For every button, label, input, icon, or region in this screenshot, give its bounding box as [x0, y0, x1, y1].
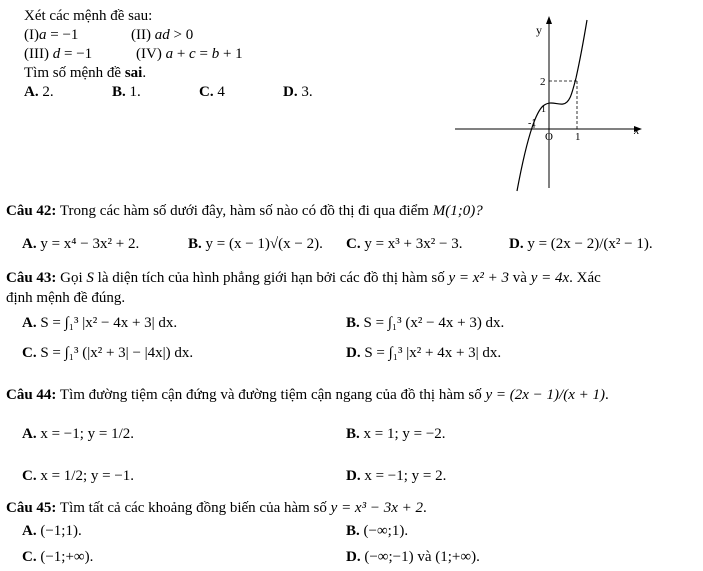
q44-answer-c[interactable]: C. x = 1/2; y = −1.	[22, 468, 135, 484]
q43-answer-b[interactable]: B. S = ∫₁³ (x² − 4x + 3) dx.	[346, 315, 505, 331]
q43-answer-a[interactable]: A. S = ∫₁³ |x² − 4x + 3| dx.	[22, 315, 178, 331]
q45-stem: Câu 45: Tìm tất cả các khoảng đồng biến của hàm số y = x³ − 3x + 2.	[6, 500, 427, 516]
q42-answer-d[interactable]: D. y = (2x − 2)/(x² − 1).	[509, 236, 653, 252]
q44-stem: Câu 44: Tìm đường tiệm cận đứng và đường tiệm cận ngang của đồ thị hàm số y = (2x − 1)/(x + 1).	[6, 387, 609, 403]
proposition-3: (III) d = −1	[24, 46, 93, 62]
origin-label: O	[545, 131, 553, 143]
q45-answer-b[interactable]: B. (−∞;1).	[346, 523, 409, 539]
q43-stem-line2: định mệnh đề đúng.	[6, 290, 126, 306]
tick-x-neg1: -1	[528, 118, 537, 129]
tick-y1: 1	[541, 104, 546, 115]
proposition-1: (I) a = −1	[24, 27, 79, 43]
q45-answer-d[interactable]: D. (−∞;−1) và (1;+∞).	[346, 549, 480, 565]
intro-answer-a[interactable]: A. 2.	[24, 84, 54, 100]
function-curve	[517, 20, 587, 191]
intro-answer-d[interactable]: D. 3.	[283, 84, 313, 100]
cubic-graph	[450, 8, 650, 193]
q44-answer-d[interactable]: D. x = −1; y = 2.	[346, 468, 447, 484]
tick-x1: 1	[575, 131, 581, 143]
intro-answer-b[interactable]: B. 1.	[112, 84, 141, 100]
proposition-4-math: a + c = b + 1	[165, 46, 243, 62]
proposition-4: (IV) a + c = b + 1	[136, 46, 243, 62]
q42-stem: Câu 42: Trong các hàm số dưới đây, hàm số nào có đồ thị đi qua điểm M(1;0)?	[6, 203, 483, 219]
q43-answer-d[interactable]: D. S = ∫₁³ |x² + 4x + 3| dx.	[346, 345, 502, 361]
tick-y2: 2	[540, 76, 546, 88]
q43-answer-c[interactable]: C. S = ∫₁³ (|x² + 3| − |4x|) dx.	[22, 345, 194, 361]
q44-answer-b[interactable]: B. x = 1; y = −2.	[346, 426, 446, 442]
intro-question: Tìm số mệnh đề sai.	[24, 65, 147, 81]
q42-answer-c[interactable]: C. y = x³ + 3x² − 3.	[346, 236, 463, 252]
intro-line: Xét các mệnh đề sau:	[24, 8, 153, 24]
q44-answer-a[interactable]: A. x = −1; y = 1/2.	[22, 426, 135, 442]
q45-answer-a[interactable]: A. (−1;1).	[22, 523, 82, 539]
q42-answer-a[interactable]: A. y = x⁴ − 3x² + 2.	[22, 236, 140, 252]
proposition-2: (II) ad > 0	[131, 27, 194, 43]
q43-stem: Câu 43: Gọi S là diện tích của hình phẳng giới hạn bởi các đồ thị hàm số y = x² + 3 và y = 4x. Xác	[6, 270, 601, 286]
proposition-3-math: d = −1	[52, 46, 93, 62]
q45-answer-c[interactable]: C. (−1;+∞).	[22, 549, 94, 565]
proposition-1-math: a = −1	[39, 27, 79, 43]
proposition-2-math: ad > 0	[154, 27, 194, 43]
intro-answer-c[interactable]: C. 4	[199, 84, 225, 100]
y-axis-arrow	[546, 16, 552, 24]
y-axis-label: y	[536, 23, 542, 37]
q42-answer-b[interactable]: B. y = (x − 1)√(x − 2).	[188, 236, 323, 252]
x-axis-label: x	[634, 123, 640, 137]
